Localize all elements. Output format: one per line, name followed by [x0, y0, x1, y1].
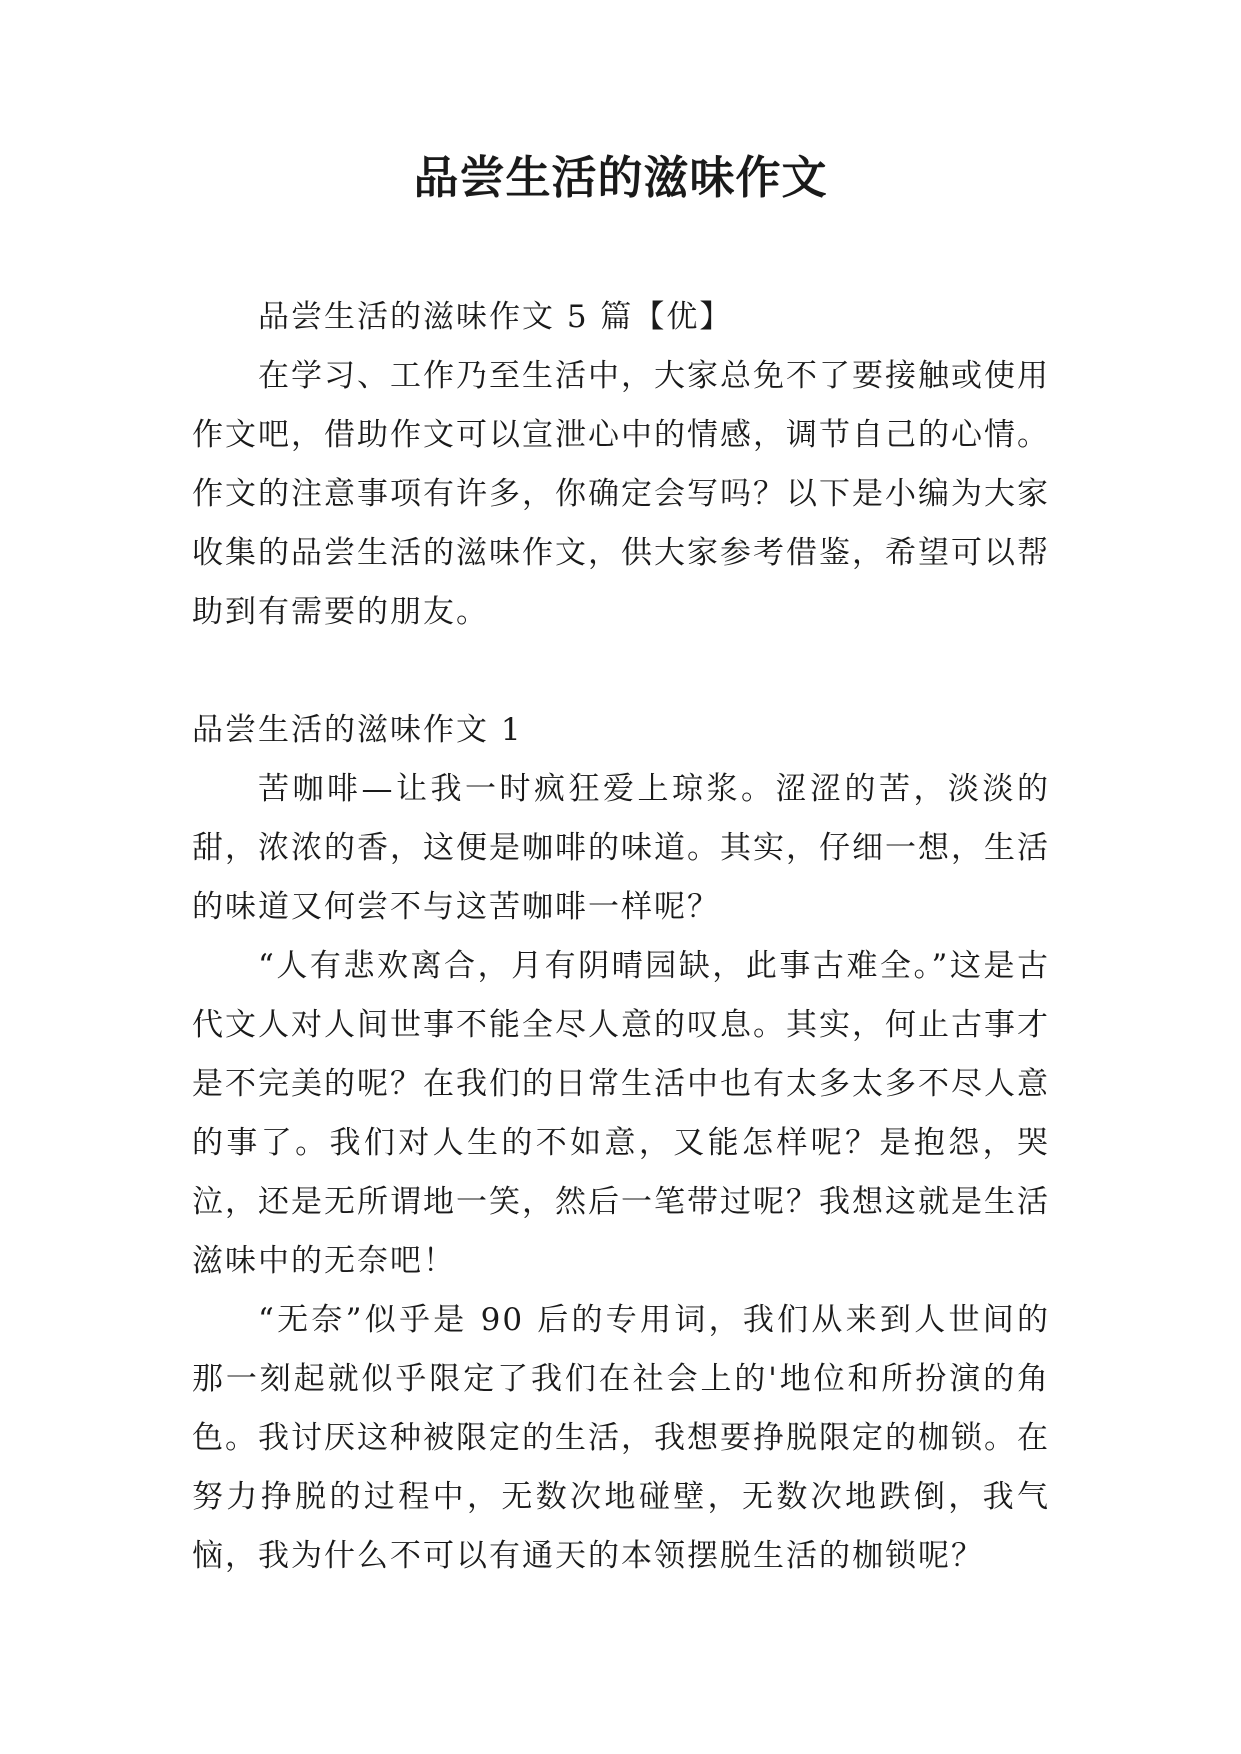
document-title: 品尝生活的滋味作文 — [413, 151, 828, 204]
document-subtitle: 品尝生活的滋味作文 5 篇【优】 — [258, 299, 733, 335]
intro-paragraph: 在学习、工作乃至生活中，大家总免不了要接触或使用作文吧，借助作文可以宣泄心中的情感，调节自己的心情。作文的注意事项有许多，你确定会写吗？以下是小编为大家收集的品尝生活的滋味作文，供大家参考借鉴，希望可以帮助到有需要的朋友。 — [192, 358, 1050, 630]
section-heading: 品尝生活的滋味作文 1 — [192, 712, 523, 748]
body-paragraph: “人有悲欢离合，月有阴晴园缺，此事古难全。”这是古代文人对人间世事不能全尽人意的叹息。其实，何止古事才是不完美的呢？在我们的日常生活中也有太多太多不尽人意的事了。我们对人生的不如意，又能怎样呢？是抱怨，哭泣，还是无所谓地一笑，然后一笔带过呢？我想这就是生活滋味中的无奈吧！ — [192, 948, 1050, 1279]
body-paragraph: “无奈”似乎是 90 后的专用词，我们从来到人世间的那一刻起就似乎限定了我们在社会上的'地位和所扮演的角色。我讨厌这种被限定的生活，我想要挣脱限定的枷锁。在努力挣脱的过程中，无数次地碰壁，无数次地跌倒，我气恼，我为什么不可以有通天的本领摆脱生活的枷锁呢？ — [192, 1302, 1050, 1574]
paragraph-spacer — [192, 642, 1050, 701]
document-body — [192, 288, 1050, 1586]
body-paragraph: 苦咖啡—让我一时疯狂爱上琼浆。涩涩的苦，淡淡的甜，浓浓的香，这便是咖啡的味道。其实，仔细一想，生活的味道又何尝不与这苦咖啡一样呢？ — [192, 771, 1050, 925]
